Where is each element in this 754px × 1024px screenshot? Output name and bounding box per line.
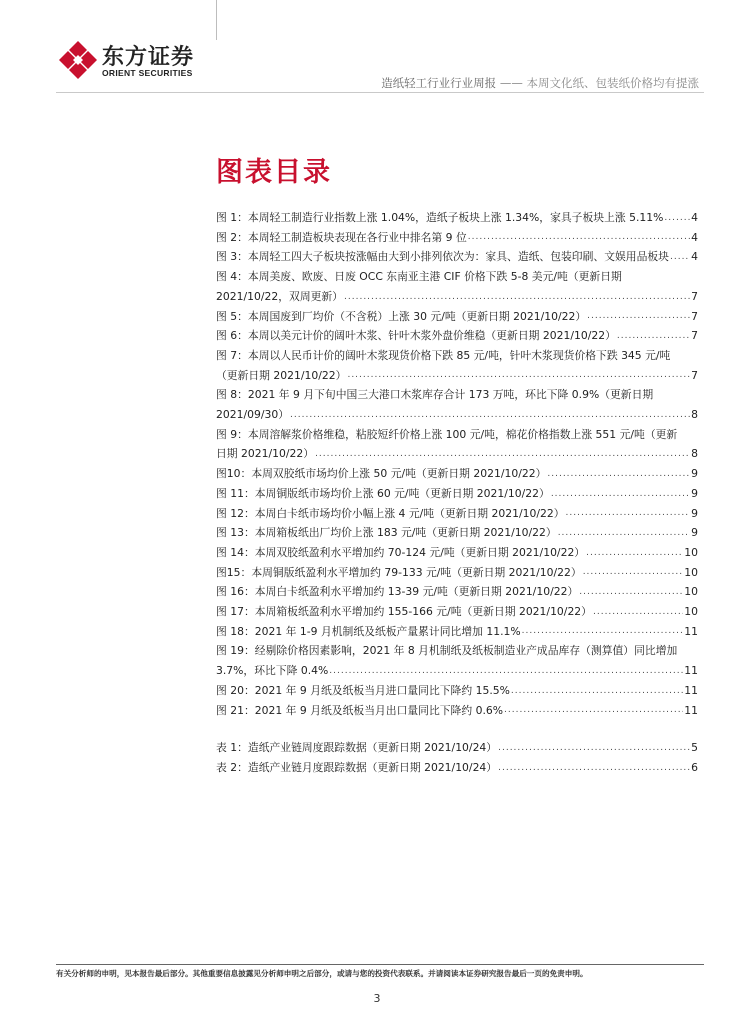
toc-entry-text: 图 17：本周箱板纸盈利水平增加约 155-166 元/吨（更新日期 2021/10/22） — [216, 605, 592, 619]
toc-entry-text-cont: 2021/09/30） — [216, 408, 290, 422]
toc-entry-row — [216, 681, 698, 701]
toc-page-number: 8 — [691, 408, 698, 422]
toc-entry-text: 图 4：本周美废、欧废、日废 OCC 东南亚主港 CIF 价格下跌 5-8 美元/吨（更新日期 — [216, 270, 622, 284]
toc-leader-dots — [670, 248, 690, 267]
toc-entry-text: 图 19：经剔除价格因素影响，2021 年 8 月机制纸及纸板制造业产成品库存（测算值）同比增加 — [216, 644, 678, 658]
toc-page-number: 10 — [684, 605, 698, 619]
toc-entry-row — [216, 228, 698, 248]
toc-entry-row — [216, 622, 698, 642]
toc-page-number: 10 — [684, 545, 698, 559]
toc-entry[interactable] — [216, 484, 698, 504]
toc-leader-dots — [347, 366, 690, 385]
toc-page-number: 9 — [691, 467, 698, 481]
toc-entry-row — [216, 287, 698, 307]
toc-leader-dots — [344, 288, 690, 307]
toc-entry-text: 图 21：2021 年 9 月纸及纸板当月出口量同比下降约 0.6% — [216, 703, 504, 717]
toc-entry[interactable] — [216, 622, 698, 642]
toc-leader-dots — [583, 563, 684, 582]
table-entries — [216, 738, 698, 777]
footer-divider — [56, 964, 704, 965]
toc-entry-text: 图 11：本周铜版纸市场均价上涨 60 元/吨（更新日期 2021/10/22） — [216, 486, 550, 500]
toc-entry[interactable] — [216, 641, 698, 680]
toc-entry-row — [216, 307, 698, 327]
toc-entry[interactable] — [216, 758, 698, 778]
toc-entry-row — [216, 405, 698, 425]
toc-entry-text: 图 12：本周白卡纸市场均价小幅上涨 4 元/吨（更新日期 2021/10/22） — [216, 506, 565, 520]
toc-entry[interactable] — [216, 247, 698, 267]
toc-entry-row — [216, 247, 698, 267]
toc-leader-dots — [290, 406, 690, 425]
toc-entry[interactable] — [216, 208, 698, 228]
toc-page-number: 11 — [684, 683, 698, 697]
toc-page-number: 9 — [691, 506, 698, 520]
toc-entry-text: 图 7：本周以人民币计价的阔叶木浆现货价格下跌 85 元/吨，针叶木浆现货价格下跌 345 元/吨 — [216, 348, 671, 362]
toc-leader-dots — [511, 682, 683, 701]
toc-entry-text-cont: 2021/10/22，双周更新） — [216, 289, 344, 303]
toc-entry-row — [216, 208, 698, 228]
brand-name-en: ORIENT SECURITIES — [102, 68, 193, 78]
report-type: 造纸轻工行业行业周报 — [381, 76, 497, 90]
toc-entry-row — [216, 701, 698, 721]
toc-leader-dots — [329, 662, 683, 681]
toc-leader-dots — [586, 544, 683, 563]
toc-leader-dots — [498, 739, 690, 758]
toc-leader-dots — [498, 759, 690, 778]
header-divider — [56, 92, 704, 93]
toc-entry[interactable] — [216, 738, 698, 758]
toc-leader-dots — [522, 622, 684, 641]
toc-entry-row — [216, 563, 698, 583]
toc-entry[interactable] — [216, 425, 698, 464]
toc-entry-text: 表 2：造纸产业链月度跟踪数据（更新日期 2021/10/24） — [216, 760, 498, 774]
toc-entry-text: 图 13：本周箱板纸出厂均价上涨 183 元/吨（更新日期 2021/10/22） — [216, 526, 557, 540]
toc-entry-row — [216, 758, 698, 778]
toc-entry-row — [216, 464, 698, 484]
toc-entry-row — [216, 326, 698, 346]
toc-title: 图表目录 — [216, 157, 332, 188]
toc-entry-text: 图 18：2021 年 1-9 月机制纸及纸板产量累计同比增加 11.1% — [216, 624, 521, 638]
brand-name-cn: 东方证券 — [102, 45, 195, 70]
toc-page-number: 9 — [691, 526, 698, 540]
toc-entry-line1 — [216, 346, 698, 366]
toc-entry[interactable] — [216, 346, 698, 385]
toc-entry-row — [216, 661, 698, 681]
toc-entry[interactable] — [216, 385, 698, 424]
header-vertical-rule — [216, 0, 217, 40]
toc-leader-dots — [504, 701, 683, 720]
toc-leader-dots — [558, 524, 690, 543]
toc-entry-line1 — [216, 641, 698, 661]
toc-page-number: 10 — [684, 585, 698, 599]
toc-page-number: 11 — [684, 624, 698, 638]
toc-entry-row — [216, 738, 698, 758]
toc-entry-text: 图 9：本周溶解浆价格维稳，粘胶短纤价格上涨 100 元/吨，棉花价格指数上涨 551 元/吨（更新 — [216, 427, 678, 441]
toc-leader-dots — [579, 583, 683, 602]
toc-page-number: 7 — [691, 289, 698, 303]
toc-entry-text: 图 16：本周白卡纸盈利水平增加约 13-39 元/吨（更新日期 2021/10/22） — [216, 585, 579, 599]
toc-entry-row — [216, 523, 698, 543]
toc-entry-row — [216, 543, 698, 563]
toc-entry-text: 图 3：本周轻工四大子板块按涨幅由大到小排列依次为：家具、造纸、包装印刷、文娱用品板块 — [216, 250, 669, 264]
footer-disclaimer: 有关分析师的申明，见本报告最后部分。其他重要信息披露见分析师申明之后部分，或请与您的投资代表联系。并请阅读本证券研究报告最后一页的免责申明。 — [56, 969, 588, 978]
toc-entry[interactable] — [216, 267, 698, 306]
toc-page-number: 8 — [691, 447, 698, 461]
toc-entry[interactable] — [216, 681, 698, 701]
toc-entry[interactable] — [216, 701, 698, 721]
toc-entry-line1 — [216, 267, 698, 287]
brand-logo — [58, 40, 218, 82]
running-header — [381, 75, 699, 91]
toc-entry-text: 图 14：本周双胶纸盈利水平增加约 70-124 元/吨（更新日期 2021/10/22） — [216, 545, 586, 559]
toc-entry-line1 — [216, 385, 698, 405]
toc-leader-dots — [587, 307, 690, 326]
toc-leader-dots — [593, 603, 683, 622]
toc-entry[interactable] — [216, 543, 698, 563]
toc-page-number: 10 — [684, 565, 698, 579]
toc-list — [216, 208, 698, 778]
toc-entry[interactable] — [216, 326, 698, 346]
toc-entry-line1 — [216, 425, 698, 445]
toc-page-number: 11 — [684, 664, 698, 678]
toc-page-number: 9 — [691, 486, 698, 500]
toc-entry-row — [216, 366, 698, 386]
toc-entry-text-cont: 3.7%，环比下降 0.4% — [216, 664, 329, 678]
toc-page-number: 7 — [691, 309, 698, 323]
figure-entries — [216, 208, 698, 720]
toc-entry-text: 表 1：造纸产业链周度跟踪数据（更新日期 2021/10/24） — [216, 741, 498, 755]
toc-entry-row — [216, 484, 698, 504]
toc-entry-text-cont: （更新日期 2021/10/22） — [216, 368, 347, 382]
toc-leader-dots — [468, 228, 690, 247]
toc-entry[interactable] — [216, 307, 698, 327]
toc-leader-dots — [315, 445, 690, 464]
toc-page-number: 7 — [691, 329, 698, 343]
toc-entry-row — [216, 602, 698, 622]
toc-entry-text: 图 20：2021 年 9 月纸及纸板当月进口量同比下降约 15.5% — [216, 683, 510, 697]
toc-entry[interactable] — [216, 563, 698, 583]
toc-page-number: 6 — [691, 760, 698, 774]
toc-entry-row — [216, 444, 698, 464]
toc-entry-text: 图 6：本周以美元计价的阔叶木浆、针叶木浆外盘价维稳（更新日期 2021/10/22） — [216, 329, 616, 343]
toc-leader-dots — [566, 504, 691, 523]
toc-page-number: 4 — [691, 250, 698, 264]
toc-entry-text: 图 8：2021 年 9 月下旬中国三大港口木浆库存合计 173 万吨，环比下降 0.9%（更新日期 — [216, 388, 654, 402]
toc-entry-text: 图 1：本周轻工制造行业指数上涨 1.04%，造纸子板块上涨 1.34%，家具子板块上涨 5.11% — [216, 211, 664, 224]
report-subtitle: 本周文化纸、包装纸价格均有提涨 — [526, 76, 699, 90]
toc-entry-text: 图 5：本周国废到厂均价（不含税）上涨 30 元/吨（更新日期 2021/10/22） — [216, 309, 587, 323]
toc-page-number: 5 — [691, 741, 698, 755]
toc-leader-dots — [617, 327, 690, 346]
toc-gap — [216, 720, 698, 738]
toc-entry-row — [216, 504, 698, 524]
toc-page-number: 7 — [691, 368, 698, 382]
toc-entry-text: 图15：本周铜版纸盈利水平增加约 79-133 元/吨（更新日期 2021/10/22） — [216, 565, 582, 579]
toc-leader-dots — [547, 465, 690, 484]
header-separator: —— — [499, 76, 523, 90]
toc-entry[interactable] — [216, 523, 698, 543]
toc-entry[interactable] — [216, 228, 698, 248]
toc-entry[interactable] — [216, 582, 698, 602]
page-number: 3 — [373, 992, 381, 1005]
toc-entry-text: 图10：本周双胶纸市场均价上涨 50 元/吨（更新日期 2021/10/22） — [216, 467, 547, 481]
toc-page-number: 4 — [691, 230, 698, 244]
toc-page-number: 11 — [684, 703, 698, 717]
toc-leader-dots — [551, 485, 690, 504]
toc-entry-row — [216, 582, 698, 602]
toc-entry-text: 图 2：本周轻工制造板块表现在各行业中排名第 9 位 — [216, 230, 467, 244]
toc-entry[interactable] — [216, 602, 698, 622]
toc-leader-dots — [664, 209, 690, 228]
orient-logo-icon — [58, 40, 98, 80]
toc-entry-text-cont: 日期 2021/10/22） — [216, 447, 315, 461]
toc-entry[interactable] — [216, 464, 698, 484]
toc-entry[interactable] — [216, 504, 698, 524]
toc-page-number: 4 — [691, 211, 698, 224]
